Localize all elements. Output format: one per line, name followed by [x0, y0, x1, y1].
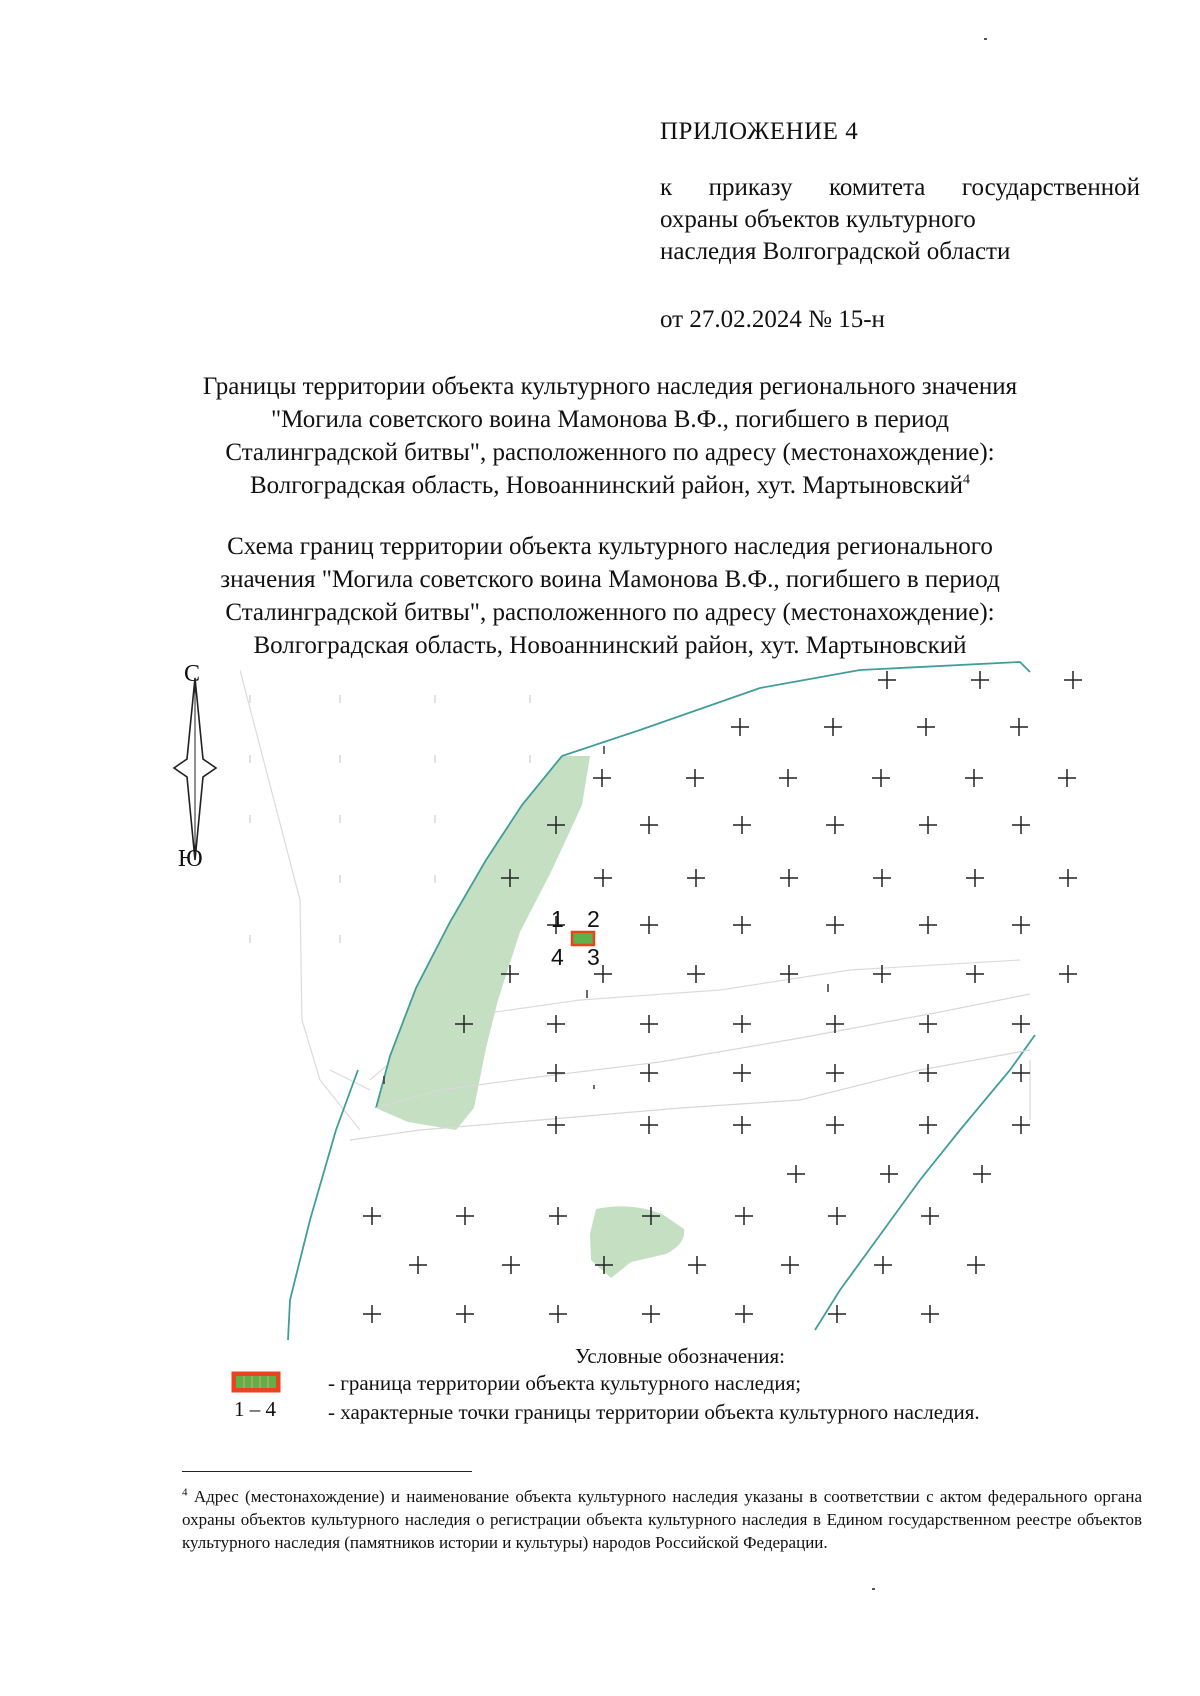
forest-plus-symbol	[687, 965, 705, 983]
forest-plus-symbol	[966, 869, 984, 887]
order-reference	[660, 172, 1140, 268]
forest-plus-symbol	[363, 1207, 381, 1225]
forest-plus-symbol	[640, 916, 658, 934]
appendix-title: ПРИЛОЖЕНИЕ 4	[660, 118, 859, 145]
legend-item-boundary: - граница территории объекта культурного наследия;	[328, 1371, 802, 1395]
forest-plus-symbol	[733, 1116, 751, 1134]
point-label-4: 4	[551, 944, 564, 970]
forest-plus-symbol	[547, 1064, 565, 1082]
forest-plus-symbol	[594, 869, 612, 887]
forest-plus-symbol	[731, 718, 749, 736]
forest-plus-symbol	[687, 869, 705, 887]
forest-plus-symbol	[735, 1305, 753, 1323]
legend-title: Условные обозначения:	[574, 1344, 786, 1368]
forest-plus-symbol	[965, 769, 983, 787]
scan-speck	[984, 38, 987, 40]
scheme-title-line-1: Схема границ территории объекта культурного наследия регионального	[227, 533, 993, 560]
order-date: от 27.02.2024 № 15-н	[660, 306, 885, 333]
forest-plus-symbol	[456, 1207, 474, 1225]
scheme-title-line-2: значения "Могила советского воина Мамонова В.Ф., погибшего в период	[220, 566, 1000, 593]
forest-plus-symbol	[686, 769, 704, 787]
boundaries-title	[150, 370, 1070, 502]
compass-rose-icon	[160, 664, 230, 874]
forest-plus-symbol	[973, 1165, 991, 1183]
forest-plus-symbol	[919, 1064, 937, 1082]
forest-plus-symbol	[919, 916, 937, 934]
forest-plus-symbol	[733, 1064, 751, 1082]
forest-plus-symbol	[1012, 1015, 1030, 1033]
boundaries-title-line-1: Границы территории объекта культурного наследия регионального значения	[202, 373, 1018, 400]
forest-plus-symbol	[1064, 671, 1082, 689]
forest-plus-symbol	[828, 1207, 846, 1225]
point-label-2: 2	[587, 906, 600, 932]
forest-plus-symbol	[1059, 869, 1077, 887]
forest-plus-symbol	[966, 965, 984, 983]
forest-plus-symbol	[547, 1015, 565, 1033]
forest-plus-symbol	[824, 718, 842, 736]
forest-plus-symbol	[872, 769, 890, 787]
footnote-text: Адрес (местонахождение) и наименование объекта культурного наследия указаны в соответствии с актом федерального органа охраны объектов культурного наследия о регистрации объекта культурного наследия в Едином государственном реестре объектов культурного наследия (памятников истории и культуры) народов Российской Федерации.	[182, 1487, 1143, 1552]
forest-plus-symbol	[880, 1165, 898, 1183]
forest-plus-symbol	[921, 1305, 939, 1323]
footnote-reference[interactable]: 4	[963, 472, 971, 488]
forest-plus-symbol	[549, 1305, 567, 1323]
vegetation-area-west	[376, 756, 590, 1130]
forest-plus-symbol	[733, 1015, 751, 1033]
forest-plus-symbol	[828, 1305, 846, 1323]
legend-item-points: - характерные точки границы территории объекта культурного наследия.	[328, 1400, 980, 1424]
forest-plus-symbol	[640, 816, 658, 834]
boundaries-title-line-4	[150, 469, 1070, 502]
forest-plus-symbol	[917, 718, 935, 736]
forest-plus-symbol	[735, 1207, 753, 1225]
forest-plus-symbol	[826, 916, 844, 934]
footnote-number: 4	[182, 1486, 188, 1499]
scheme-title-line-3: Сталинградской битвы", расположенного по адресу (местонахождение):	[225, 599, 995, 626]
scan-speck	[872, 1588, 875, 1590]
forest-plus-symbol	[733, 916, 751, 934]
forest-plus-symbol	[1058, 769, 1076, 787]
forest-plus-symbol	[826, 1064, 844, 1082]
order-line-2: охраны объектов культурного	[660, 206, 976, 233]
compass-north-label: С	[184, 661, 201, 687]
forest-plus-symbol	[967, 1256, 985, 1274]
forest-plus-symbol	[919, 816, 937, 834]
map-background	[240, 670, 1020, 1130]
forest-plus-symbol	[919, 1015, 937, 1033]
forest-plus-symbol	[1012, 916, 1030, 934]
forest-plus-symbol	[640, 1116, 658, 1134]
order-line-3: наследия Волгоградской области	[660, 238, 1011, 265]
forest-plus-symbol	[1012, 816, 1030, 834]
forest-plus-symbol	[1012, 1064, 1030, 1082]
order-line-1: к приказу комитета государственной	[660, 174, 1140, 201]
scheme-title	[150, 530, 1070, 662]
forest-plus-symbol	[733, 816, 751, 834]
forest-plus-symbol	[1010, 718, 1028, 736]
forest-plus-symbol	[779, 769, 797, 787]
forest-plus-symbol	[642, 1305, 660, 1323]
boundaries-title-line-4-text: Волгоградская область, Новоаннинский район, хут. Мартыновский	[249, 472, 964, 499]
forest-plus-symbol	[780, 869, 798, 887]
legend-boundary-symbol	[230, 1370, 282, 1394]
forest-plus-symbol	[363, 1305, 381, 1323]
forest-plus-symbol	[826, 816, 844, 834]
forest-plus-symbol	[640, 1064, 658, 1082]
footnote	[182, 1485, 1142, 1554]
legend-points-label: 1 – 4	[234, 1397, 276, 1421]
forest-plus-symbol	[1012, 1116, 1030, 1134]
forest-plus-symbol	[640, 1015, 658, 1033]
forest-plus-symbol	[456, 1305, 474, 1323]
boundaries-title-line-3: Сталинградской битвы", расположенного по адресу (местонахождение):	[225, 439, 995, 466]
site-map	[240, 660, 1120, 1340]
compass-south-label: Ю	[178, 846, 203, 872]
forest-plus-symbol	[874, 1256, 892, 1274]
forest-plus-symbol	[593, 769, 611, 787]
point-label-1: 1	[551, 906, 564, 932]
scheme-title-line-4: Волгоградская область, Новоаннинский район, хут. Мартыновский	[253, 632, 967, 659]
forest-plus-symbol	[502, 1256, 520, 1274]
forest-plus-symbol	[1059, 965, 1077, 983]
point-label-3: 3	[587, 944, 600, 970]
forest-plus-symbol	[826, 1116, 844, 1134]
footnote-divider	[182, 1471, 472, 1472]
forest-plus-symbol	[878, 671, 896, 689]
forest-plus-symbol	[549, 1207, 567, 1225]
forest-plus-symbol	[873, 869, 891, 887]
forest-plus-symbol	[409, 1256, 427, 1274]
forest-plus-symbol	[919, 1116, 937, 1134]
forest-plus-symbol	[781, 1256, 799, 1274]
forest-plus-symbol	[921, 1207, 939, 1225]
forest-plus-symbol	[688, 1256, 706, 1274]
forest-plus-symbol	[971, 671, 989, 689]
boundaries-title-line-2: "Могила советского воина Мамонова В.Ф., погибшего в период	[270, 406, 950, 433]
forest-plus-symbol	[787, 1165, 805, 1183]
